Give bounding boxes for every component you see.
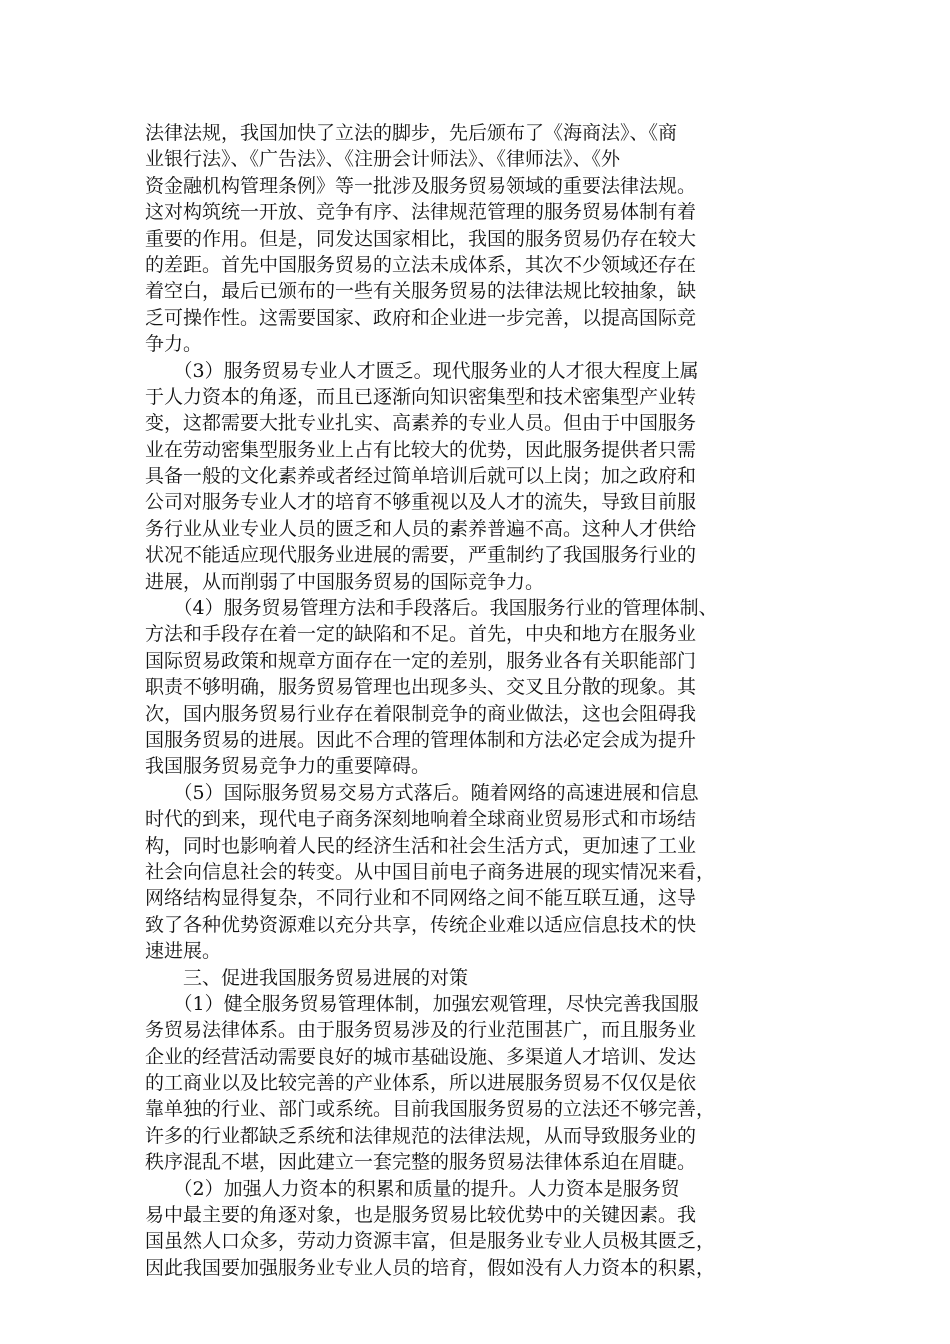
text-line: 国际贸易政策和规章方面存在一定的差别，服务业各有关职能部门 bbox=[145, 649, 697, 672]
text-line: 许多的行业都缺乏系统和法律规范的法律法规，从而导致服务业的 bbox=[145, 1124, 697, 1147]
text-line: 致了各种优势资源难以充分共享，传统企业难以适应信息技术的快 bbox=[145, 913, 697, 936]
text-line: （5）国际服务贸易交易方式落后。随着网络的高速进展和信息 bbox=[145, 781, 699, 804]
text-line: 速进展。 bbox=[145, 940, 222, 963]
text-line: 的工商业以及比较完善的产业体系，所以进展服务贸易不仅仅是依 bbox=[145, 1072, 697, 1095]
text-line: 秩序混乱不堪，因此建立一套完整的服务贸易法律体系迫在眉睫。 bbox=[145, 1151, 697, 1174]
text-line: 于人力资本的角逐，而且已逐渐向知识密集型和技术密集型产业转 bbox=[145, 385, 697, 408]
text-line: 法律法规，我国加快了立法的脚步，先后颁布了《海商法》、《商 bbox=[145, 122, 678, 144]
text-line: 务行业从业专业人员的匮乏和人员的素养普遍不高。这种人才供给 bbox=[145, 517, 697, 540]
text-line: 业银行法》、《广告法》、《注册会计师法》、《律师法》、《外 bbox=[145, 148, 621, 171]
text-line: 状况不能适应现代服务业进展的需要，严重制约了我国服务行业的 bbox=[145, 544, 697, 567]
text-line: （2）加强人力资本的积累和质量的提升。人力资本是服务贸 bbox=[145, 1177, 680, 1200]
text-line: （1）健全服务贸易管理体制，加强宏观管理，尽快完善我国服 bbox=[145, 992, 699, 1015]
text-line: 资金融机构管理条例》等一批涉及服务贸易领域的重要法律法规。 bbox=[145, 174, 697, 197]
text-line: 时代的到来，现代电子商务深刻地响着全球商业贸易形式和市场结 bbox=[145, 808, 697, 831]
text-line: 这对构筑统一开放、竞争有序、法律规范管理的服务贸易体制有着 bbox=[145, 201, 697, 224]
text-line: 争力。 bbox=[145, 333, 203, 356]
text-line: 务贸易法律体系。由于服务贸易涉及的行业范围甚广，而且服务业 bbox=[145, 1019, 697, 1042]
text-line: 业在劳动密集型服务业上占有比较大的优势，因此服务提供者只需 bbox=[145, 438, 697, 461]
text-line: 变，这都需要大批专业扎实、高素养的专业人员。但由于中国服务 bbox=[145, 412, 697, 435]
text-line: （3）服务贸易专业人才匮乏。现代服务业的人才很大程度上属 bbox=[145, 359, 699, 382]
text-line: 的差距。首先中国服务贸易的立法未成体系，其次不少领域还存在 bbox=[145, 253, 697, 276]
text-line: 三、促进我国服务贸易进展的对策 bbox=[145, 966, 469, 989]
text-line: 因此我国要加强服务业专业人员的培育，假如没有人力资本的积累， bbox=[145, 1256, 716, 1279]
text-line: （4）服务贸易管理方法和手段落后。我国服务行业的管理体制、 bbox=[145, 597, 718, 620]
text-line: 构，同时也影响着人民的经济生活和社会生活方式，更加速了工业 bbox=[145, 834, 697, 857]
text-line: 网络结构显得复杂，不同行业和不同网络之间不能互联互通，这导 bbox=[145, 887, 697, 910]
text-line: 企业的经营活动需要良好的城市基础设施、多渠道人才培训、发达 bbox=[145, 1045, 697, 1068]
text-line: 国服务贸易的进展。因此不合理的管理体制和方法必定会成为提升 bbox=[145, 728, 697, 751]
text-line: 靠单独的行业、部门或系统。目前我国服务贸易的立法还不够完善， bbox=[145, 1098, 716, 1121]
text-line: 乏可操作性。这需要国家、政府和企业进一步完善，以提高国际竞 bbox=[145, 306, 697, 329]
document-body bbox=[145, 120, 815, 1281]
document-page bbox=[145, 120, 815, 1281]
text-line: 次，国内服务贸易行业存在着限制竞争的商业做法，这也会阻碍我 bbox=[145, 702, 697, 725]
text-line: 方法和手段存在着一定的缺陷和不足。首先，中央和地方在服务业 bbox=[145, 623, 697, 646]
text-line: 重要的作用。但是，同发达国家相比，我国的服务贸易仍存在较大 bbox=[145, 227, 697, 250]
text-line: 进展，从而削弱了中国服务贸易的国际竞争力。 bbox=[145, 570, 545, 593]
text-line: 职责不够明确，服务贸易管理也出现多头、交叉且分散的现象。其 bbox=[145, 676, 697, 699]
text-line: 易中最主要的角逐对象，也是服务贸易比较优势中的关键因素。我 bbox=[145, 1204, 697, 1227]
text-line: 具备一般的文化素养或者经过简单培训后就可以上岗；加之政府和 bbox=[145, 465, 697, 488]
text-line: 社会向信息社会的转变。从中国目前电子商务进展的现实情况来看， bbox=[145, 860, 716, 883]
text-line: 国虽然人口众多，劳动力资源丰富，但是服务业专业人员极其匮乏， bbox=[145, 1230, 716, 1253]
text-line: 公司对服务专业人才的培育不够重视以及人才的流失，导致目前服 bbox=[145, 491, 697, 514]
text-line: 我国服务贸易竞争力的重要障碍。 bbox=[145, 755, 431, 778]
text-line: 着空白，最后已颁布的一些有关服务贸易的法律法规比较抽象，缺 bbox=[145, 280, 697, 303]
